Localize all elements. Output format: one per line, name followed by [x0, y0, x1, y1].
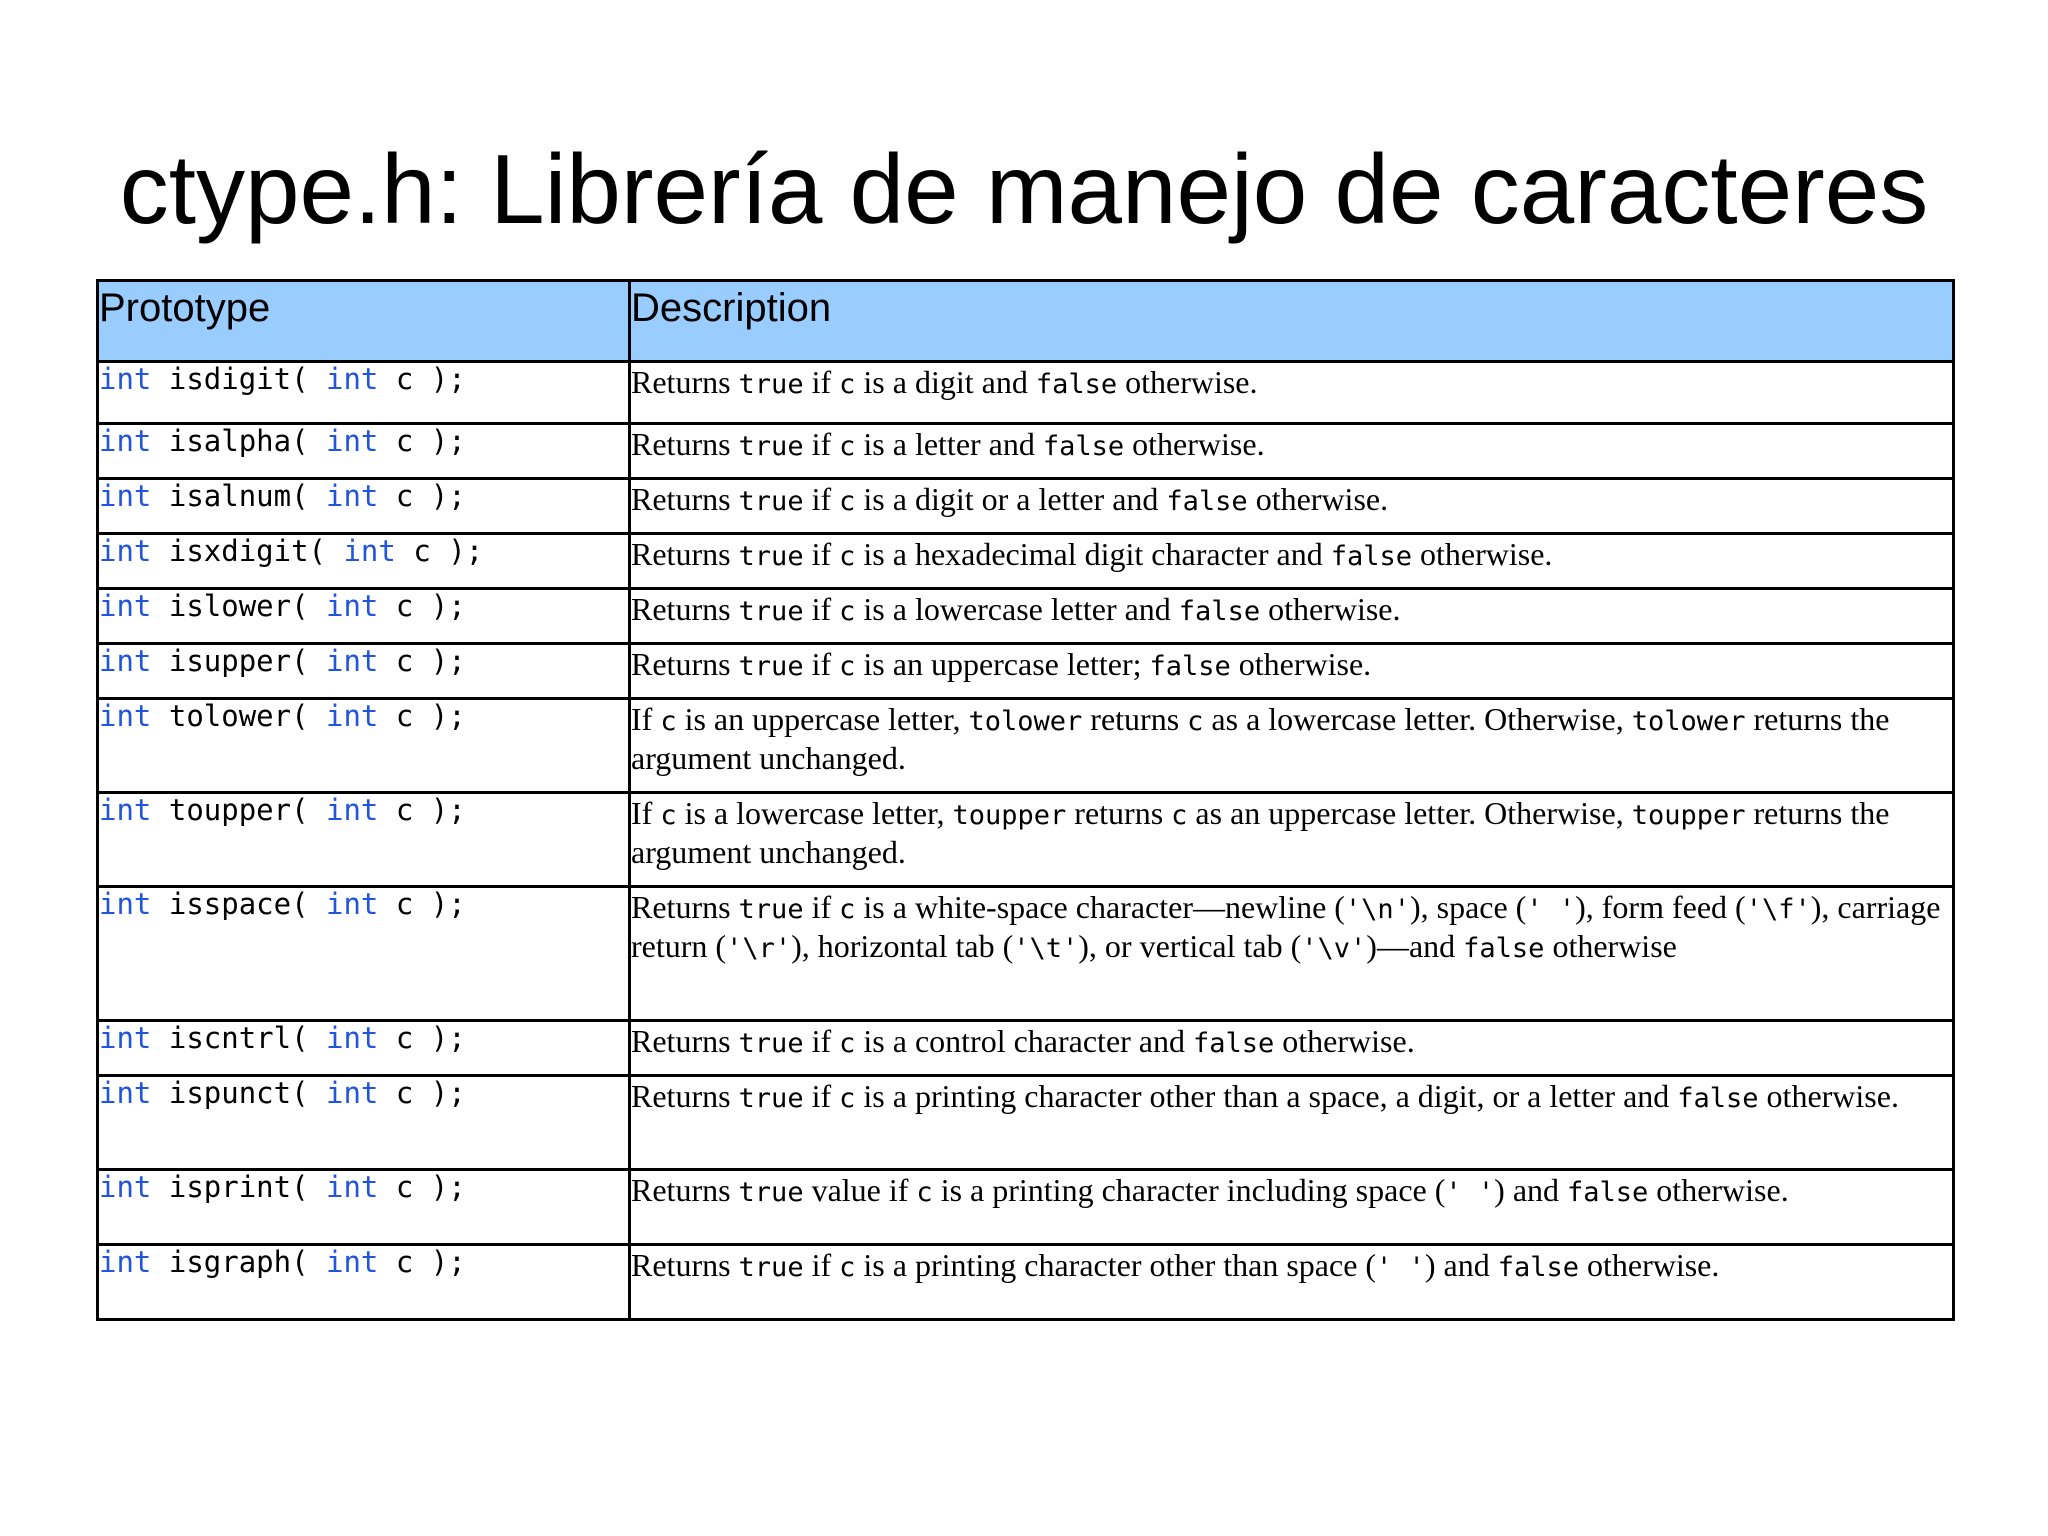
function-name: ispunct — [168, 1076, 292, 1110]
paren-open: ( — [308, 534, 344, 568]
param-close: c ); — [378, 887, 466, 921]
code-token: true — [738, 596, 804, 627]
return-type-keyword: int — [99, 534, 152, 568]
param-close: c ); — [395, 534, 484, 568]
code-token: c — [839, 1252, 856, 1283]
description-cell — [630, 644, 1954, 699]
description-text: ) and — [1494, 1172, 1568, 1208]
paren-open: ( — [291, 644, 326, 678]
description-text: Returns — [631, 591, 739, 627]
prototype-cell — [98, 479, 630, 534]
code-token: true — [738, 486, 804, 517]
paren-open: ( — [291, 699, 326, 733]
description-text: returns — [1082, 701, 1188, 737]
description-cell — [630, 1021, 1954, 1076]
description-text: is a printing character including space ( — [932, 1172, 1446, 1208]
description-text: returns — [1066, 795, 1172, 831]
code-token: false — [1035, 369, 1118, 400]
code-token: false — [1567, 1177, 1649, 1208]
description-cell — [630, 479, 1954, 534]
code-token: c — [660, 800, 677, 831]
description-text: Returns — [631, 1172, 739, 1208]
param-close: c ); — [378, 1076, 466, 1110]
description-text: if — [803, 1023, 840, 1059]
code-token: '\t' — [1013, 933, 1079, 965]
param-close: c ); — [378, 362, 466, 396]
table-row — [98, 644, 1954, 699]
param-type-keyword: int — [326, 1170, 379, 1204]
description-cell — [630, 534, 1954, 589]
code-token: c — [839, 369, 856, 400]
table-row — [98, 1170, 1954, 1245]
description-text: Returns — [631, 481, 739, 517]
paren-open: ( — [291, 424, 326, 458]
prototype-cell — [98, 1021, 630, 1076]
function-name: isspace — [168, 887, 292, 921]
prototype-cell — [98, 534, 630, 589]
header-prototype: Prototype — [98, 281, 630, 362]
code-token: false — [1178, 596, 1261, 627]
paren-open: ( — [291, 793, 326, 827]
description-text: if — [803, 591, 840, 627]
code-token: false — [1497, 1252, 1579, 1283]
return-type-keyword: int — [99, 479, 152, 513]
code-token: c — [916, 1177, 933, 1208]
return-type-keyword: int — [99, 699, 152, 733]
return-type-keyword: int — [99, 589, 152, 623]
code-token: c — [839, 894, 856, 925]
function-name: isgraph — [168, 1245, 292, 1279]
code-token: false — [1149, 651, 1231, 682]
code-token: true — [738, 1028, 804, 1059]
function-name: isxdigit — [168, 534, 309, 568]
code-token: true — [738, 1177, 804, 1208]
prototype-cell — [98, 644, 630, 699]
description-cell — [630, 424, 1954, 479]
param-close: c ); — [378, 644, 466, 678]
function-name: toupper — [168, 793, 292, 827]
code-token: '\v' — [1301, 933, 1367, 965]
description-text: Returns — [631, 1247, 739, 1283]
code-token: true — [738, 431, 804, 462]
code-token: false — [1677, 1083, 1759, 1114]
code-token: false — [1463, 933, 1545, 965]
description-text: if — [803, 426, 840, 462]
prototype-cell — [98, 699, 630, 793]
description-text: is a lowercase letter, — [676, 795, 953, 831]
description-text: if — [803, 889, 840, 925]
table-row — [98, 887, 1954, 1021]
description-text: Returns — [631, 889, 739, 925]
table-header-row — [98, 281, 1954, 362]
paren-open: ( — [291, 1021, 326, 1055]
paren-open: ( — [291, 589, 326, 623]
description-text: value if — [803, 1172, 917, 1208]
description-text: is a letter and — [855, 426, 1043, 462]
description-text: if — [803, 536, 840, 572]
description-text: if — [803, 364, 840, 400]
return-type-keyword: int — [99, 793, 152, 827]
code-token: true — [738, 1252, 804, 1283]
code-token: tolower — [968, 706, 1083, 737]
description-cell — [630, 589, 1954, 644]
slide-title: ctype.h: Librería de manejo de caracteres — [119, 134, 1929, 244]
function-name: isprint — [168, 1170, 292, 1204]
code-token: true — [738, 541, 804, 572]
description-text: Returns — [631, 1023, 739, 1059]
param-type-keyword: int — [326, 479, 379, 513]
code-token: true — [738, 894, 804, 925]
description-text: is a white-space character—newline ( — [855, 889, 1345, 925]
table-row — [98, 362, 1954, 424]
code-token: ' ' — [1376, 1252, 1425, 1283]
description-text: otherwise. — [1412, 536, 1553, 572]
return-type-keyword: int — [99, 1021, 152, 1055]
param-type-keyword: int — [326, 424, 379, 458]
description-cell — [630, 362, 1954, 424]
code-token: c — [839, 486, 856, 517]
return-type-keyword: int — [99, 1076, 152, 1110]
code-token: ' ' — [1445, 1177, 1495, 1208]
table-row — [98, 589, 1954, 644]
description-text: as an uppercase letter. Otherwise, — [1187, 795, 1632, 831]
code-token: false — [1042, 431, 1125, 462]
param-type-keyword: int — [326, 793, 379, 827]
param-close: c ); — [378, 479, 466, 513]
table-row — [98, 479, 1954, 534]
code-token: '\f' — [1745, 894, 1811, 925]
prototype-cell — [98, 589, 630, 644]
description-text: ), carriage return ( — [631, 889, 1941, 965]
param-close: c ); — [378, 793, 466, 827]
description-text: if — [803, 481, 840, 517]
table-row — [98, 534, 1954, 589]
description-cell — [630, 1076, 1954, 1170]
param-close: c ); — [378, 424, 466, 458]
description-text: is an uppercase letter; — [855, 646, 1150, 682]
description-text: is a control character and — [855, 1023, 1193, 1059]
description-cell — [630, 887, 1954, 1021]
function-name: tolower — [168, 699, 292, 733]
function-name: isdigit — [168, 362, 292, 396]
code-token: tolower — [1631, 706, 1746, 737]
code-token: c — [839, 651, 856, 682]
description-text: returns the argument unchanged. — [631, 701, 1890, 777]
description-text: otherwise. — [1578, 1247, 1720, 1283]
param-type-keyword: int — [326, 1245, 379, 1279]
code-token: true — [738, 1083, 804, 1114]
function-name: iscntrl — [168, 1021, 292, 1055]
description-text: Returns — [631, 536, 739, 572]
table-row — [98, 699, 1954, 793]
code-token: c — [839, 431, 856, 462]
description-cell — [630, 793, 1954, 887]
param-type-keyword: int — [326, 362, 379, 396]
function-name: isalpha — [168, 424, 292, 458]
description-cell — [630, 1170, 1954, 1245]
code-token: false — [1193, 1028, 1275, 1059]
description-text: is a digit or a letter and — [855, 481, 1167, 517]
description-text: Returns — [631, 1078, 739, 1114]
description-text: Returns — [631, 646, 739, 682]
description-text: ), or vertical tab ( — [1078, 928, 1302, 965]
description-text: otherwise. — [1648, 1172, 1789, 1208]
param-type-keyword: int — [343, 534, 396, 568]
return-type-keyword: int — [99, 887, 152, 921]
param-close: c ); — [378, 589, 466, 623]
function-name: isalnum — [168, 479, 292, 513]
description-text: ), space ( — [1409, 889, 1527, 925]
description-text: Returns — [631, 426, 739, 462]
prototype-cell — [98, 887, 630, 1021]
param-type-keyword: int — [326, 1076, 379, 1110]
param-close: c ); — [378, 1021, 466, 1055]
paren-open: ( — [291, 362, 326, 396]
description-text: if — [803, 646, 840, 682]
description-text: otherwise. — [1247, 481, 1389, 517]
code-token: c — [839, 596, 856, 627]
code-token: c — [839, 1083, 856, 1114]
table-row — [98, 1245, 1954, 1320]
paren-open: ( — [291, 1076, 326, 1110]
param-type-keyword: int — [326, 887, 379, 921]
description-text: if — [803, 1247, 840, 1283]
ctype-function-table — [96, 279, 1955, 1321]
paren-open: ( — [291, 479, 326, 513]
code-token: c — [660, 706, 677, 737]
description-text: otherwise. — [1274, 1023, 1415, 1059]
description-text: is a printing character other than space ( — [855, 1247, 1377, 1283]
description-text: otherwise — [1544, 928, 1677, 965]
description-text: otherwise. — [1230, 646, 1372, 682]
paren-open: ( — [291, 1170, 326, 1204]
table-row — [98, 1076, 1954, 1170]
table-row — [98, 793, 1954, 887]
description-text: otherwise. — [1260, 591, 1401, 627]
description-text: If — [631, 795, 661, 831]
param-close: c ); — [378, 1245, 466, 1279]
description-text: is a lowercase letter and — [855, 591, 1179, 627]
prototype-cell — [98, 1245, 630, 1320]
code-token: true — [738, 651, 804, 682]
paren-open: ( — [291, 1245, 326, 1279]
header-description: Description — [630, 281, 1954, 362]
description-text: if — [803, 1078, 840, 1114]
paren-open: ( — [291, 887, 326, 921]
description-text: otherwise. — [1758, 1078, 1899, 1114]
code-token: c — [1171, 800, 1188, 831]
code-token: '\r' — [726, 933, 792, 965]
prototype-cell — [98, 424, 630, 479]
param-type-keyword: int — [326, 1021, 379, 1055]
code-token: c — [839, 541, 856, 572]
param-close: c ); — [378, 699, 466, 733]
code-token: toupper — [952, 800, 1067, 831]
description-text: is a digit and — [855, 364, 1036, 400]
code-token: c — [839, 1028, 856, 1059]
return-type-keyword: int — [99, 362, 152, 396]
param-type-keyword: int — [326, 589, 379, 623]
function-name: isupper — [168, 644, 292, 678]
param-type-keyword: int — [326, 699, 379, 733]
return-type-keyword: int — [99, 1170, 152, 1204]
description-text: Returns — [631, 364, 739, 400]
description-text: ) and — [1424, 1247, 1498, 1283]
description-text: is a hexadecimal digit character and — [855, 536, 1331, 572]
description-cell — [630, 1245, 1954, 1320]
code-token: false — [1166, 486, 1248, 517]
description-cell — [630, 699, 1954, 793]
code-token: false — [1330, 541, 1412, 572]
description-text: otherwise. — [1124, 426, 1265, 462]
description-text: ), horizontal tab ( — [791, 928, 1014, 965]
function-name: islower — [168, 589, 292, 623]
description-text: otherwise. — [1117, 364, 1258, 400]
return-type-keyword: int — [99, 424, 152, 458]
description-text: returns the argument unchanged. — [631, 795, 1890, 871]
code-token: '\n' — [1344, 894, 1410, 925]
code-token: ' ' — [1526, 894, 1576, 925]
prototype-cell — [98, 1170, 630, 1245]
table-row — [98, 1021, 1954, 1076]
prototype-cell — [98, 362, 630, 424]
table-body — [98, 362, 1954, 1320]
description-text: )—and — [1366, 928, 1464, 965]
prototype-cell — [98, 1076, 630, 1170]
description-text: is a printing character other than a space, a digit, or a letter and — [855, 1078, 1678, 1114]
param-close: c ); — [378, 1170, 466, 1204]
description-text: as a lowercase letter. Otherwise, — [1203, 701, 1632, 737]
description-text: If — [631, 701, 661, 737]
description-text: is an uppercase letter, — [676, 701, 969, 737]
param-type-keyword: int — [326, 644, 379, 678]
return-type-keyword: int — [99, 1245, 152, 1279]
description-text: ), form feed ( — [1575, 889, 1746, 925]
code-token: true — [738, 369, 804, 400]
prototype-cell — [98, 793, 630, 887]
return-type-keyword: int — [99, 644, 152, 678]
table-row — [98, 424, 1954, 479]
code-token: c — [1187, 706, 1204, 737]
code-token: toupper — [1631, 800, 1746, 831]
